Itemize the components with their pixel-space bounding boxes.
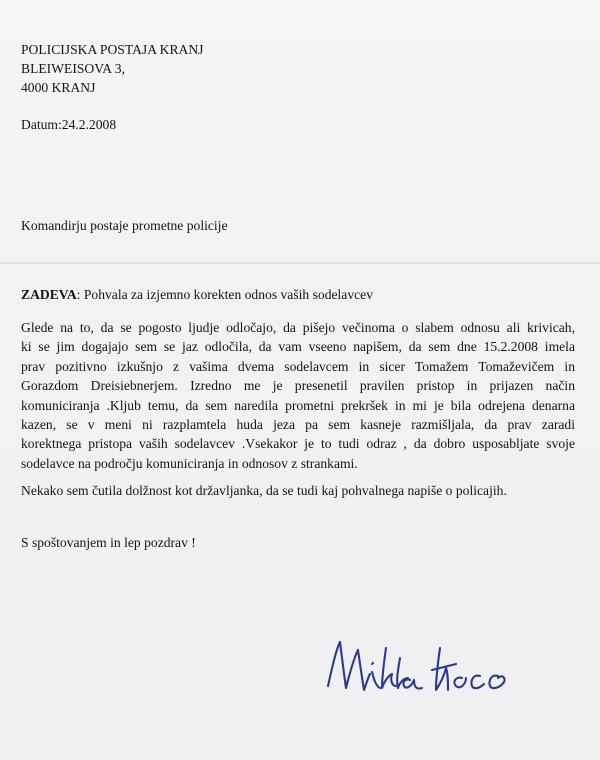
regards-line: S spoštovanjem in lep pozdrav ! <box>21 535 196 550</box>
subject-text: : Pohvala za izjemno korekten odnos vaših sodelavcev <box>76 287 373 302</box>
sender-name: POLICIJSKA POSTAJA KRANJ <box>21 42 204 57</box>
body-line: ki se jim dogajajo sem se jaz odločila, da vam vseeno napišem, da sem dne 15.2.2008 imela <box>21 339 575 355</box>
handwritten-signature <box>322 628 522 718</box>
recipient-line: Komandirju postaje prometne policije <box>21 218 228 233</box>
subject-label: ZADEVA <box>21 287 77 302</box>
paper-fold-line <box>0 262 600 264</box>
body-line: sodelavce na področju komuniciranja in odnosov z strankami. <box>21 455 358 471</box>
sender-street: BLEIWEISOVA 3, <box>21 61 125 76</box>
closing-note: Nekako sem čutila dolžnost kot državljanka, da se tudi kaj pohvalnega napiše o policajih. <box>21 483 507 498</box>
body-line: kazen, se v meni ni razplamtela huda jeza pa sem kasneje razmišljala, da prav zaradi <box>21 416 575 432</box>
body-line: Glede na to, da se pogosto ljudje odločajo, da pišejo večinoma o slabem odnosu ali krivicah, <box>21 320 575 335</box>
body-line: Gorazdom Dreisiebnerjem. Izredno me je presenetil pravilen pristop in prijazen način <box>21 378 575 394</box>
body-line: prav pozitivno izkušnjo z vašima dvema sodelavcem in sicer Tomažem Tomaževičem in <box>21 358 575 374</box>
sender-city: 4000 KRANJ <box>21 80 96 95</box>
body-line: korektnega pristopa vaših sodelavcev .Vsekakor je to tudi odraz , da dobro usposabljate svoje <box>21 436 575 452</box>
sender-address <box>21 40 203 97</box>
letter-date: Datum:24.2.2008 <box>21 117 117 132</box>
letter-body <box>21 318 575 473</box>
subject-line <box>21 285 373 304</box>
body-line: komuniciranja .Kljub temu, da sem naredila prometni prekršek in mi je bila odrejena denarna <box>21 397 575 413</box>
